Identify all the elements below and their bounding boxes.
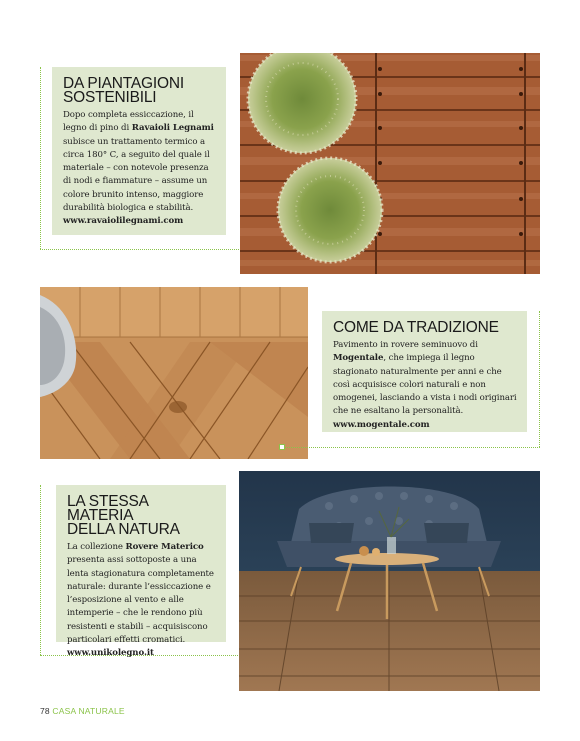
title-line: DA PIANTAGIONI — [63, 75, 184, 92]
title-line: LA STESSA MATERIA — [67, 493, 148, 524]
text-box-tradition — [322, 311, 527, 432]
text-box-plantations — [52, 67, 226, 235]
body-text: , che impiega il legno stagionato naturalmente per anni e che così acquisisce colori naturali e non omogenei, lasciando a vista i nodi originari che ne esaltano la personalità. — [333, 353, 517, 417]
body-text: Pavimento in rovere seminuovo di — [333, 340, 478, 350]
cactus-on-wood-deck-photo — [240, 53, 540, 274]
website-link[interactable]: www.ravaiolilegnami.com — [63, 216, 184, 227]
brand-name: Ravaioli Legnami — [131, 123, 214, 134]
body-text: presenta assi sottoposte a una lenta stagionatura completamente naturale: durante l’essiccazione e l’esposizione al vento e alle intemperie – che le rendono più resistenti e stabili – acquisiscono particolari effetti cromatici. — [67, 555, 214, 646]
website-link[interactable]: www.mogentale.com — [333, 419, 430, 430]
cactus-illustration — [240, 53, 540, 274]
connector-line-3-vertical — [40, 485, 41, 655]
chevron-floor-illustration — [40, 287, 308, 459]
connector-line-1-horizontal — [40, 249, 251, 250]
page-footer — [40, 706, 125, 716]
magazine-name: CASA NATURALE — [52, 706, 125, 716]
brand-name: Mogentale — [333, 353, 384, 364]
section-title — [333, 321, 517, 335]
brand-name: Rovere Materico — [125, 542, 204, 552]
text-box-nature — [56, 485, 226, 659]
title-line: COME DA TRADIZIONE — [333, 319, 499, 336]
section-body — [67, 541, 216, 661]
title-line: DELLA NATURA — [67, 521, 180, 538]
body-text: subisce un trattamento termico a circa 180° C, a seguito del quale il materiale – con notevole presenza di nodi e fiammature – assume un colore brunito intenso, maggiore durabilità biologica e stabilità. — [63, 136, 210, 214]
page-number: 78 — [40, 706, 50, 716]
body-text: Dopo completa essiccazione, il legno di pino di — [63, 110, 194, 134]
title-line: SOSTENIBILI — [63, 89, 157, 106]
sofa-room-illustration — [239, 471, 540, 691]
connector-line-2-vertical — [539, 311, 540, 447]
website-link[interactable]: www.unikolegno.it — [67, 648, 154, 659]
section-body — [333, 339, 517, 432]
section-title — [63, 77, 216, 105]
section-title — [67, 495, 216, 537]
section-body — [63, 109, 216, 229]
blue-sofa-on-oak-floor-photo — [239, 471, 540, 691]
connector-dot-2 — [279, 444, 285, 450]
connector-line-2-horizontal — [283, 447, 540, 448]
chevron-oak-floor-photo — [40, 287, 308, 459]
body-text: La collezione — [67, 542, 126, 552]
connector-line-1-vertical — [40, 67, 41, 249]
